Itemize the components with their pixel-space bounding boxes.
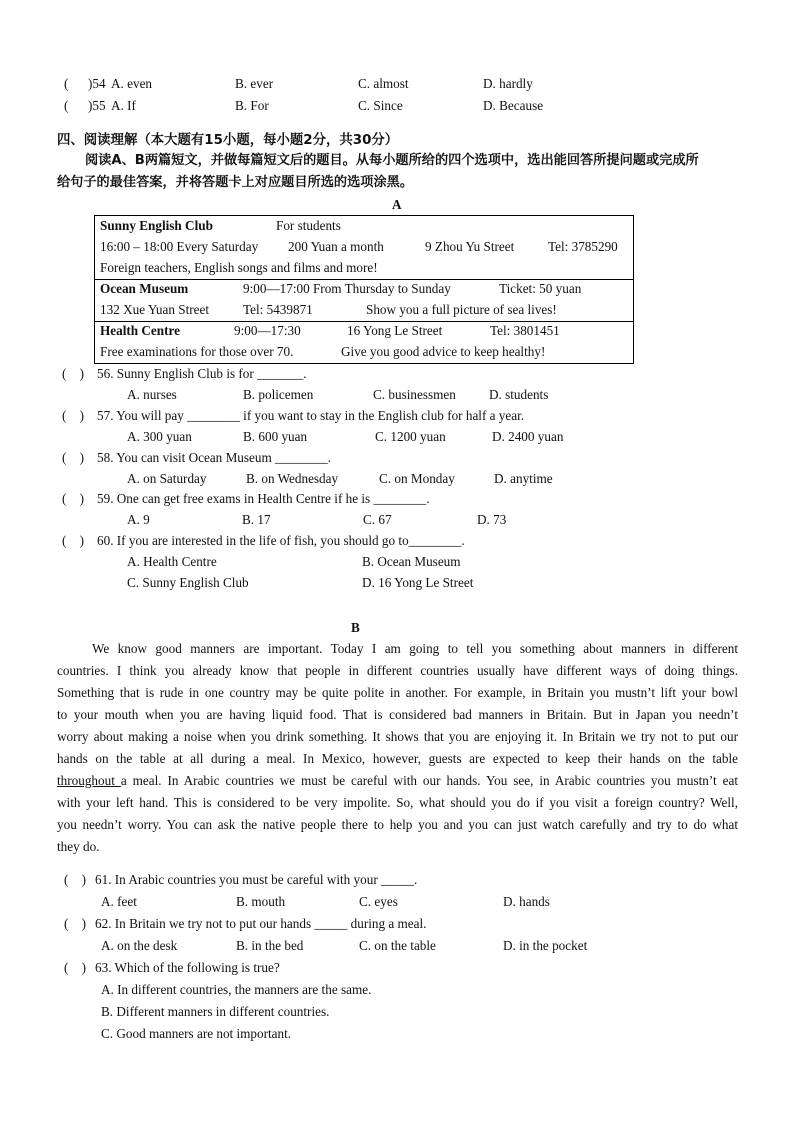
- club-price: 200 Yuan a month: [288, 239, 384, 254]
- health-name: Health Centre: [100, 323, 180, 338]
- passage-line: Something that is rude in one country may be quite polite in another. For example, in Britain you mustn’t lift your bowl: [57, 685, 738, 700]
- option-d: D. 2400 yuan: [492, 429, 564, 444]
- option-d: D. hardly: [483, 76, 533, 91]
- health-description-2: Give you good advice to keep healthy!: [341, 344, 546, 359]
- underlined-word: throughout: [57, 773, 121, 788]
- option-a: A. on the desk: [101, 938, 178, 953]
- question-number: )54: [88, 76, 106, 91]
- passage-b-label: B: [351, 620, 360, 635]
- option-b: B. 17: [242, 512, 271, 527]
- answer-paren[interactable]: ( ): [64, 872, 86, 887]
- option-a: A. nurses: [127, 387, 177, 402]
- option-d: D. 16 Yong Le Street: [362, 575, 474, 590]
- option-b: B. ever: [235, 76, 274, 91]
- option-a: A. feet: [101, 894, 137, 909]
- option-c: C. on Monday: [379, 471, 455, 486]
- option-a: A. If: [111, 98, 136, 113]
- question-number: )55: [88, 98, 106, 113]
- option-d: D. Because: [483, 98, 544, 113]
- answer-paren[interactable]: ( ): [62, 408, 84, 423]
- option-c: C. 1200 yuan: [375, 429, 446, 444]
- question-stem: 62. In Britain we try not to put our hands _____ during a meal.: [95, 916, 427, 931]
- answer-paren[interactable]: ( ): [62, 366, 84, 381]
- option-a: A. Health Centre: [127, 554, 217, 569]
- table-divider: [95, 321, 633, 322]
- question-stem: 63. Which of the following is true?: [95, 960, 280, 975]
- question-stem: 61. In Arabic countries you must be careful with your _____.: [95, 872, 418, 887]
- passage-line: throughout a meal. In Arabic countries we must be careful with our hands. You see, in Arabic countries you mustn’t eat: [57, 773, 738, 788]
- question-stem: 60. If you are interested in the life of fish, you should go to________.: [97, 533, 465, 548]
- ad-table: [94, 215, 634, 364]
- passage-line: We know good manners are important. Today I am going to tell you something about manners in different: [92, 641, 738, 656]
- option-c: C. Good manners are not important.: [101, 1026, 292, 1041]
- option-d: D. students: [489, 387, 549, 402]
- health-tel: Tel: 3801451: [490, 323, 560, 338]
- option-a: A. 9: [127, 512, 150, 527]
- passage-a-label: A: [392, 197, 402, 212]
- passage-line: they do.: [57, 839, 100, 854]
- health-time: 9:00—17:30: [234, 323, 301, 338]
- question-stem: 56. Sunny English Club is for _______.: [97, 366, 307, 381]
- question-stem: 59. One can get free exams in Health Centre if he is ________.: [97, 491, 430, 506]
- section-title: 四、阅读理解（本大题有15小题，每小题2分，共30分）: [57, 133, 399, 148]
- option-c: C. almost: [358, 76, 409, 91]
- question-stem: 57. You will pay ________ if you want to stay in the English club for half a year.: [97, 408, 525, 423]
- museum-tel: Tel: 5439871: [243, 302, 313, 317]
- option-b: B. mouth: [236, 894, 286, 909]
- question-stem: 58. You can visit Ocean Museum ________.: [97, 450, 332, 465]
- option-c: C. eyes: [359, 894, 398, 909]
- option-c: C. businessmen: [373, 387, 456, 402]
- instruction-line-1: 阅读A、B两篇短文，并做每篇短文后的题目。从每小题所给的四个选项中，选出能回答所提问题或完成所: [85, 153, 699, 168]
- option-b: B. Ocean Museum: [362, 554, 461, 569]
- option-d: D. 73: [477, 512, 507, 527]
- museum-time: 9:00—17:00 From Thursday to Sunday: [243, 281, 451, 296]
- club-audience: For students: [276, 218, 341, 233]
- option-c: C. Sunny English Club: [127, 575, 249, 590]
- health-description-1: Free examinations for those over 70.: [100, 344, 294, 359]
- health-address: 16 Yong Le Street: [347, 323, 443, 338]
- option-a: A. In different countries, the manners are the same.: [101, 982, 372, 997]
- instruction-line-2: 给句子的最佳答案，并将答题卡上对应题目所选的选项涂黑。: [57, 175, 414, 190]
- answer-paren[interactable]: ( ): [62, 450, 84, 465]
- option-b: B. in the bed: [236, 938, 304, 953]
- passage-line: countries. I think you already know that people in different countries usually have different ways of doing things.: [57, 663, 738, 678]
- option-b: B. For: [235, 98, 269, 113]
- club-description: Foreign teachers, English songs and films and more!: [100, 260, 378, 275]
- option-b: B. policemen: [243, 387, 314, 402]
- option-d: D. anytime: [494, 471, 553, 486]
- answer-paren[interactable]: ( ): [64, 960, 86, 975]
- club-address: 9 Zhou Yu Street: [425, 239, 515, 254]
- club-time: 16:00 – 18:00 Every Saturday: [100, 239, 259, 254]
- club-tel: Tel: 3785290: [548, 239, 618, 254]
- option-a: A. 300 yuan: [127, 429, 192, 444]
- answer-paren[interactable]: ( ): [62, 491, 84, 506]
- answer-paren[interactable]: (: [64, 98, 69, 113]
- passage-line: with your left hand. This is considered to be very impolite. So, what should you do if you visit a foreign country? Well,: [57, 795, 738, 810]
- museum-address: 132 Xue Yuan Street: [100, 302, 210, 317]
- museum-ticket: Ticket: 50 yuan: [499, 281, 582, 296]
- museum-name: Ocean Museum: [100, 281, 189, 296]
- club-name: Sunny English Club: [100, 218, 213, 233]
- answer-paren[interactable]: (: [64, 76, 69, 91]
- table-divider: [95, 279, 633, 280]
- passage-line: to your mouth when you are having liquid food. That is considered bad manners in Britain. But in Japan you needn’t: [57, 707, 738, 722]
- answer-paren[interactable]: ( ): [64, 916, 86, 931]
- option-a: A. even: [111, 76, 153, 91]
- option-c: C. 67: [363, 512, 392, 527]
- passage-line: you needn’t worry. You can ask the native people there to help you and you can just watch carefully and try to do what: [57, 817, 738, 832]
- passage-line: worry about making a noise when you drink something. It shows that you are enjoying it. In Britain we try not to put our: [57, 729, 738, 744]
- option-b: B. Different manners in different countries.: [101, 1004, 330, 1019]
- option-c: C. on the table: [359, 938, 436, 953]
- option-d: D. in the pocket: [503, 938, 588, 953]
- option-d: D. hands: [503, 894, 550, 909]
- museum-description: Show you a full picture of sea lives!: [366, 302, 557, 317]
- option-c: C. Since: [358, 98, 403, 113]
- option-b: B. 600 yuan: [243, 429, 308, 444]
- option-a: A. on Saturday: [127, 471, 207, 486]
- answer-paren[interactable]: ( ): [62, 533, 84, 548]
- option-b: B. on Wednesday: [246, 471, 339, 486]
- passage-line: hands on the table at all during a meal. In Mexico, however, guests are expected to keep their hands on the table: [57, 751, 738, 766]
